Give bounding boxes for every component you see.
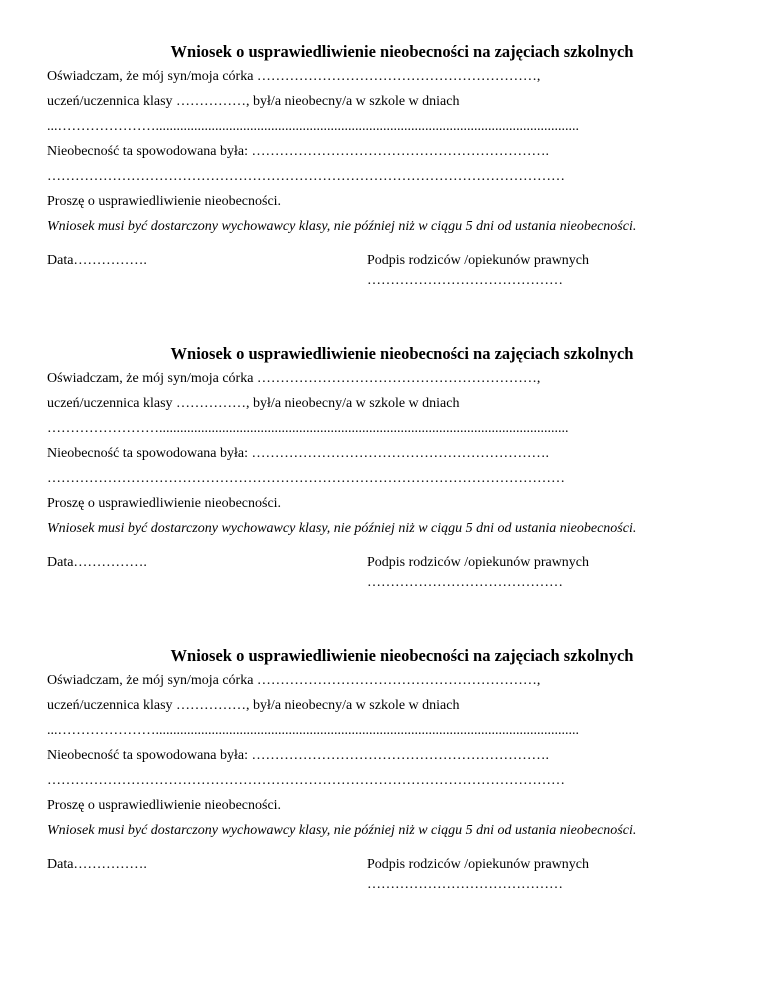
student-name-line: Oświadczam, że mój syn/moja córka ……………………………………………………,: [47, 69, 541, 84]
student-name-line: Oświadczam, że mój syn/moja córka ……………………………………………………,: [47, 673, 541, 688]
reason-continuation-line: …………………………………………………………………………………………………: [47, 169, 565, 184]
date-field: Data…………….: [47, 555, 147, 570]
form-title: Wniosek o usprawiedliwienie nieobecności na zajęciach szkolnych: [170, 42, 634, 61]
absence-form-3: [47, 644, 737, 895]
reason-line: Nieobecność ta spowodowana była: ……………………………………………………….: [47, 748, 549, 763]
date-field: Data…………….: [47, 253, 147, 268]
class-line: uczeń/uczennica klasy ……………, był/a nieobecny/a w szkole w dniach: [47, 698, 460, 713]
signature-line: ……………………………………: [367, 273, 563, 288]
student-name-line: Oświadczam, że mój syn/moja córka ……………………………………………………,: [47, 371, 541, 386]
deadline-note: Wniosek musi być dostarczony wychowawcy klasy, nie później niż w ciągu 5 dni od ustania nieobecności.: [47, 521, 637, 536]
reason-continuation-line: …………………………………………………………………………………………………: [47, 471, 565, 486]
reason-line: Nieobecność ta spowodowana była: ……………………………………………………….: [47, 144, 549, 159]
class-line: uczeń/uczennica klasy ……………, był/a nieobecny/a w szkole w dniach: [47, 396, 460, 411]
signature-row: [47, 553, 737, 593]
signature-line: ……………………………………: [367, 877, 563, 892]
absence-form-1: [47, 40, 737, 291]
dates-line: ...………………….........................................................................................................................: [47, 119, 579, 134]
date-field: Data…………….: [47, 857, 147, 872]
absence-form-2: [47, 342, 737, 593]
request-text: Proszę o usprawiedliwienie nieobecności.: [47, 194, 282, 209]
parent-signature-block: [367, 553, 589, 593]
signature-label: Podpis rodziców /opiekunów prawnych: [367, 253, 590, 268]
signature-label: Podpis rodziców /opiekunów prawnych: [367, 857, 590, 872]
signature-row: [47, 251, 737, 291]
dates-line: ...………………….........................................................................................................................: [47, 723, 579, 738]
signature-line: ……………………………………: [367, 575, 563, 590]
deadline-note: Wniosek musi być dostarczony wychowawcy klasy, nie później niż w ciągu 5 dni od ustania nieobecności.: [47, 219, 637, 234]
parent-signature-block: [367, 251, 589, 291]
request-text: Proszę o usprawiedliwienie nieobecności.: [47, 496, 282, 511]
class-line: uczeń/uczennica klasy ……………, był/a nieobecny/a w szkole w dniach: [47, 94, 460, 109]
reason-line: Nieobecność ta spowodowana była: ……………………………………………………….: [47, 446, 549, 461]
signature-row: [47, 855, 737, 895]
signature-label: Podpis rodziców /opiekunów prawnych: [367, 555, 590, 570]
form-title: Wniosek o usprawiedliwienie nieobecności na zajęciach szkolnych: [170, 646, 634, 665]
form-title: Wniosek o usprawiedliwienie nieobecności na zajęciach szkolnych: [170, 344, 634, 363]
dates-line: …………………….....................................................................................................................: [47, 421, 569, 436]
parent-signature-block: [367, 855, 589, 895]
request-text: Proszę o usprawiedliwienie nieobecności.: [47, 798, 282, 813]
reason-continuation-line: …………………………………………………………………………………………………: [47, 773, 565, 788]
deadline-note: Wniosek musi być dostarczony wychowawcy klasy, nie później niż w ciągu 5 dni od ustania nieobecności.: [47, 823, 637, 838]
